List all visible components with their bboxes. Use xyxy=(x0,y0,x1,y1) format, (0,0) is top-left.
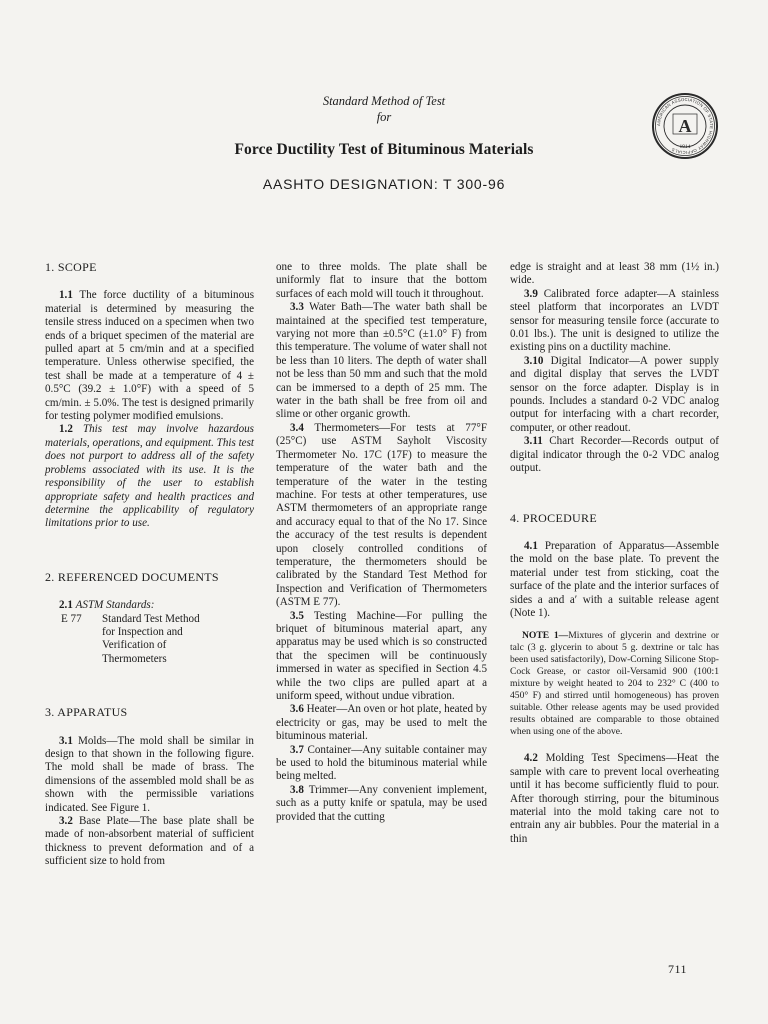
paragraph-3-2: 3.2 Base Plate—The base plate shall be made of non-absorbent material of sufficient thickness to prevent deformation and of a sufficient size to hold from xyxy=(45,815,254,868)
paragraph-3-7: 3.7 Container—Any suitable container may be used to hold the bituminous material while being melted. xyxy=(276,743,487,783)
paragraph-2-1: 2.1 ASTM Standards: xyxy=(59,599,155,612)
page-number: 711 xyxy=(668,962,688,976)
paragraph-3-3: 3.3 Water Bath—The water bath shall be maintained at the specified test temperature, varying not more than ±0.5°C (±1.0° F) from this temperature. The volume of water shall not be less than 10 liters. The depth of water shall not be less than 50 mm and such that the mold can be immersed to a depth of 25 mm. The water in the bath shall be free from oil and slime or other organic growth. xyxy=(276,301,487,421)
paragraph-1-2: 1.2 This test may involve hazardous materials, operations, and equipment. This test does not purport to address all of the safety problems associated with its use. It is the responsibility of the user to establish appropriate safety and health practices and determine the applicability of regulatory limitations prior to use. xyxy=(45,423,254,530)
paragraph-3-11: 3.11 Chart Recorder—Records output of digital indicator through the 0-2 VDC analog output. xyxy=(510,435,720,475)
paragraph-3-9: 3.9 Calibrated force adapter—A stainless steel platform that incorporates an LVDT sensor for measuring tensile force (accurate to 0.01 lbs.). The unit is designed to utilize the existing pins on a ductility machine. xyxy=(510,287,719,354)
section-heading-procedure: 4. PROCEDURE xyxy=(510,510,597,525)
aashto-seal-icon xyxy=(651,92,719,160)
note-1: NOTE 1—Mixtures of glycerin and dextrine or talc (3 g. glycerin to about 5 g. dextrine or talc has been used satisfactorily), Dow-Corning Silicone Stop-Cock Grease, or castor oil-Versamid 900 (100:1 mixture by weight heated to 204 to 232° C (400 to 450° F) and stirred until homogeneous) has proven suitable. Other release agents may be used provided results obtained are comparable to those obtained when using one of the above. xyxy=(510,630,719,738)
header-for-line: for xyxy=(376,110,392,124)
paragraph-3-6: 3.6 Heater—An oven or hot plate, heated by electricity or gas, may be used to melt the bituminous material. xyxy=(276,703,487,743)
svg-text:AMERICAN ASSOCIATION OF STATE: AMERICAN ASSOCIATION OF STATE HIGHWAY OFFICIALS xyxy=(655,96,715,156)
reference-entry: E 77 Standard Test Method for Inspection and Verification of Thermometers xyxy=(61,612,200,665)
svg-text:A: A xyxy=(678,116,692,136)
section-heading-scope: 1. SCOPE xyxy=(45,260,97,274)
paragraph-3-5: 3.5 Testing Machine—For pulling the briquet of bituminous material apart, any apparatus may be used which is so constructed that the specimen will be continuously immersed in water as specified in Section 4.5 while the two clips are pulled apart at a uniform speed, without undue vibration. xyxy=(276,609,488,702)
column-2 xyxy=(276,261,487,824)
paragraph-3-8-continued: edge is straight and at least 38 mm (1½ in.) wide. xyxy=(510,261,719,287)
seal-year: 1914 xyxy=(679,144,691,150)
paragraph-3-1: 3.1 Molds—The mold shall be similar in design to that shown in the following figure. The mold shall be made of brass. The dimensions of the assembled mold shall be as shown with the permissible variations indicated. See Figure 1. xyxy=(45,734,254,814)
paragraph-1-1: 1.1 The force ductility of a bituminous material is determined by measuring the tensile stress induced on a specimen when two ends of a briquet specimen of the material are pulled apart at 5 cm/min and at a specified temperature. Unless otherwise specified, the test shall be made at a temperature of 4 ± 0.5°C (39.2 ± 1.0°F) with a speed of 5 cm/min. ± 5.0%. The test is designed primarily for testing polymer modified emulsions. xyxy=(45,289,255,423)
document-title: Force Ductility Test of Bituminous Materials xyxy=(234,141,534,158)
header-method-line: Standard Method of Test xyxy=(322,94,446,108)
paragraph-3-8: 3.8 Trimmer—Any convenient implement, such as a putty knife or spatula, may be used provided that the cutting xyxy=(276,783,487,823)
paragraph-3-10: 3.10 Digital Indicator—A power supply and digital display that serves the LVDT sensor on the force adapter. Display is in pounds. Includes a standard 0-2 VDC analog output for interfacing with a chart recorder, computer, or other readout. xyxy=(510,354,719,434)
paragraph-4-2: 4.2 Molding Test Specimens—Heat the sample with care to prevent local overheating until it has become sufficiently fluid to pour. After thorough stirring, pour the bituminous material into the mold taking care not to entrain any air bubbles. Pour the material in a thin xyxy=(510,752,719,845)
column-1 xyxy=(45,261,254,869)
aashto-designation: AASHTO DESIGNATION: T 300-96 xyxy=(262,176,506,192)
section-heading-referenced-documents: 2. REFERENCED DOCUMENTS xyxy=(45,569,219,584)
paragraph-3-4: 3.4 Thermometers—For tests at 77°F (25°C) use ASTM Sayholt Viscosity Thermometer No. 17C (17F) to measure the temperature of the water bath and the temperature of the water in the testing machine. For tests at other temperatures, use ASTM thermometers of an appropriate range and accuracy equal to that of the No 17. Since the accuracy of the test results is dependent upon closely controlled conditions of temperature, the thermometers should be calibrated by the Standard Test Method for Inspection and Verification of Thermometers (ASTM E 77). xyxy=(276,421,487,609)
paragraph-3-2-continued: one to three molds. The plate shall be uniformly flat to insure that the bottom surfaces of each mold will touch it throughout. xyxy=(276,261,487,300)
column-3 xyxy=(510,261,719,846)
section-heading-apparatus: 3. APPARATUS xyxy=(45,705,128,720)
paragraph-4-1: 4.1 Preparation of Apparatus—Assemble the mold on the base plate. To prevent the material under test from sticking, coat the surface of the plate and the interior surfaces of sides a and a′ with a suitable release agent (Note 1). xyxy=(510,539,719,619)
